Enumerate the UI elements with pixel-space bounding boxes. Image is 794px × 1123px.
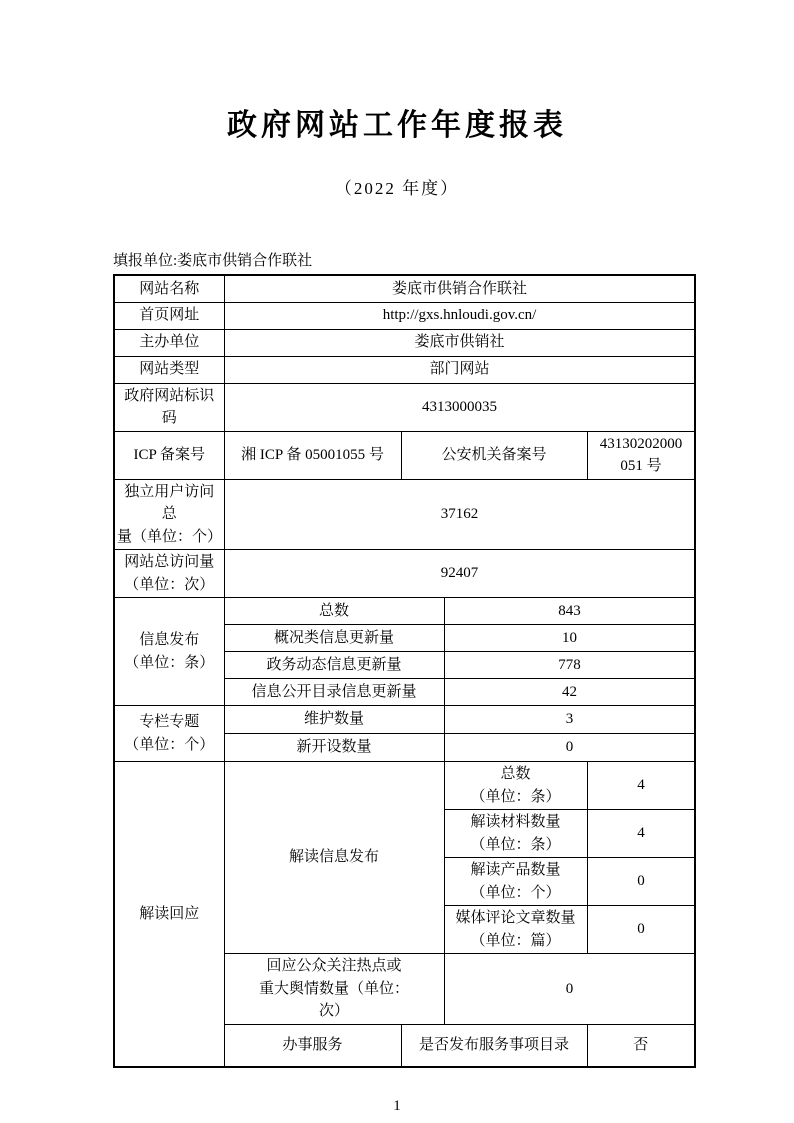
row-label-interp-total: 总数 （单位：条） xyxy=(444,762,587,810)
row-value-unique-visitors: 37162 xyxy=(224,479,695,550)
table-row xyxy=(114,302,695,329)
row-label-interp-materials: 解读材料数量 （单位：条） xyxy=(444,810,587,858)
table-row xyxy=(114,329,695,356)
row-label-icp: ICP 备案号 xyxy=(114,431,224,479)
row-value-interp-materials: 4 xyxy=(587,810,695,858)
row-label-unique-visitors: 独立用户访问总 量（单位：个） xyxy=(114,479,224,550)
row-value-site-id: 4313000035 xyxy=(224,383,695,431)
row-value-maintained-count: 3 xyxy=(444,706,695,734)
row-value-interp-products: 0 xyxy=(587,858,695,906)
row-label-site-name: 网站名称 xyxy=(114,275,224,302)
table-row xyxy=(114,431,695,479)
reporting-unit: 填报单位:娄底市供销合作联社 xyxy=(113,253,313,269)
row-value-media-comments: 0 xyxy=(587,906,695,954)
group-label-services: 办事服务 xyxy=(224,1024,401,1067)
subgroup-label-interpretation-publish: 解读信息发布 xyxy=(224,762,444,954)
row-value-total-visits: 92407 xyxy=(224,550,695,598)
row-value-overview-updates: 10 xyxy=(444,625,695,652)
row-value-homepage-url: http://gxs.hnloudi.gov.cn/ xyxy=(224,302,695,329)
row-value-gov-news-updates: 778 xyxy=(444,652,695,679)
row-label-overview-updates: 概况类信息更新量 xyxy=(224,625,444,652)
row-label-open-catalog-updates: 信息公开目录信息更新量 xyxy=(224,679,444,706)
row-label-info-total: 总数 xyxy=(224,598,444,625)
row-value-service-catalog: 否 xyxy=(587,1024,695,1067)
report-table xyxy=(113,274,696,1068)
row-label-total-visits: 网站总访问量 （单位：次） xyxy=(114,550,224,598)
group-label-interpretation: 解读回应 xyxy=(114,762,224,1068)
row-label-media-comments: 媒体评论文章数量 （单位：篇） xyxy=(444,906,587,954)
row-label-homepage-url: 首页网址 xyxy=(114,302,224,329)
row-label-interp-products: 解读产品数量 （单位：个） xyxy=(444,858,587,906)
page-number: 1 xyxy=(393,1098,401,1114)
row-label-new-count: 新开设数量 xyxy=(224,734,444,762)
row-label-maintained-count: 维护数量 xyxy=(224,706,444,734)
row-value-info-total: 843 xyxy=(444,598,695,625)
table-row xyxy=(114,598,695,625)
group-label-info-publish: 信息发布 （单位：条） xyxy=(114,598,224,706)
row-label-police-record: 公安机关备案号 xyxy=(401,431,587,479)
row-value-site-type: 部门网站 xyxy=(224,356,695,383)
page-subtitle: （2022 年度） xyxy=(334,179,460,198)
table-row xyxy=(114,383,695,431)
table-row xyxy=(114,479,695,550)
row-label-public-response: 回应公众关注热点或 重大舆情数量（单位： 次） xyxy=(224,954,444,1025)
row-label-gov-news-updates: 政务动态信息更新量 xyxy=(224,652,444,679)
row-label-organizer: 主办单位 xyxy=(114,329,224,356)
group-label-special-columns: 专栏专题 （单位：个） xyxy=(114,706,224,762)
row-label-service-catalog: 是否发布服务事项目录 xyxy=(401,1024,587,1067)
table-row xyxy=(114,706,695,734)
page-title: 政府网站工作年度报表 xyxy=(227,109,567,142)
row-value-icp: 湘 ICP 备 05001055 号 xyxy=(224,431,401,479)
table-row xyxy=(114,275,695,302)
table-row xyxy=(114,356,695,383)
row-value-public-response: 0 xyxy=(444,954,695,1025)
row-label-site-type: 网站类型 xyxy=(114,356,224,383)
row-value-new-count: 0 xyxy=(444,734,695,762)
row-value-organizer: 娄底市供销社 xyxy=(224,329,695,356)
row-value-interp-total: 4 xyxy=(587,762,695,810)
table-row xyxy=(114,550,695,598)
row-value-police-record: 43130202000 051 号 xyxy=(587,431,695,479)
row-label-site-id: 政府网站标识码 xyxy=(114,383,224,431)
table-row xyxy=(114,762,695,810)
row-value-site-name: 娄底市供销合作联社 xyxy=(224,275,695,302)
row-value-open-catalog-updates: 42 xyxy=(444,679,695,706)
